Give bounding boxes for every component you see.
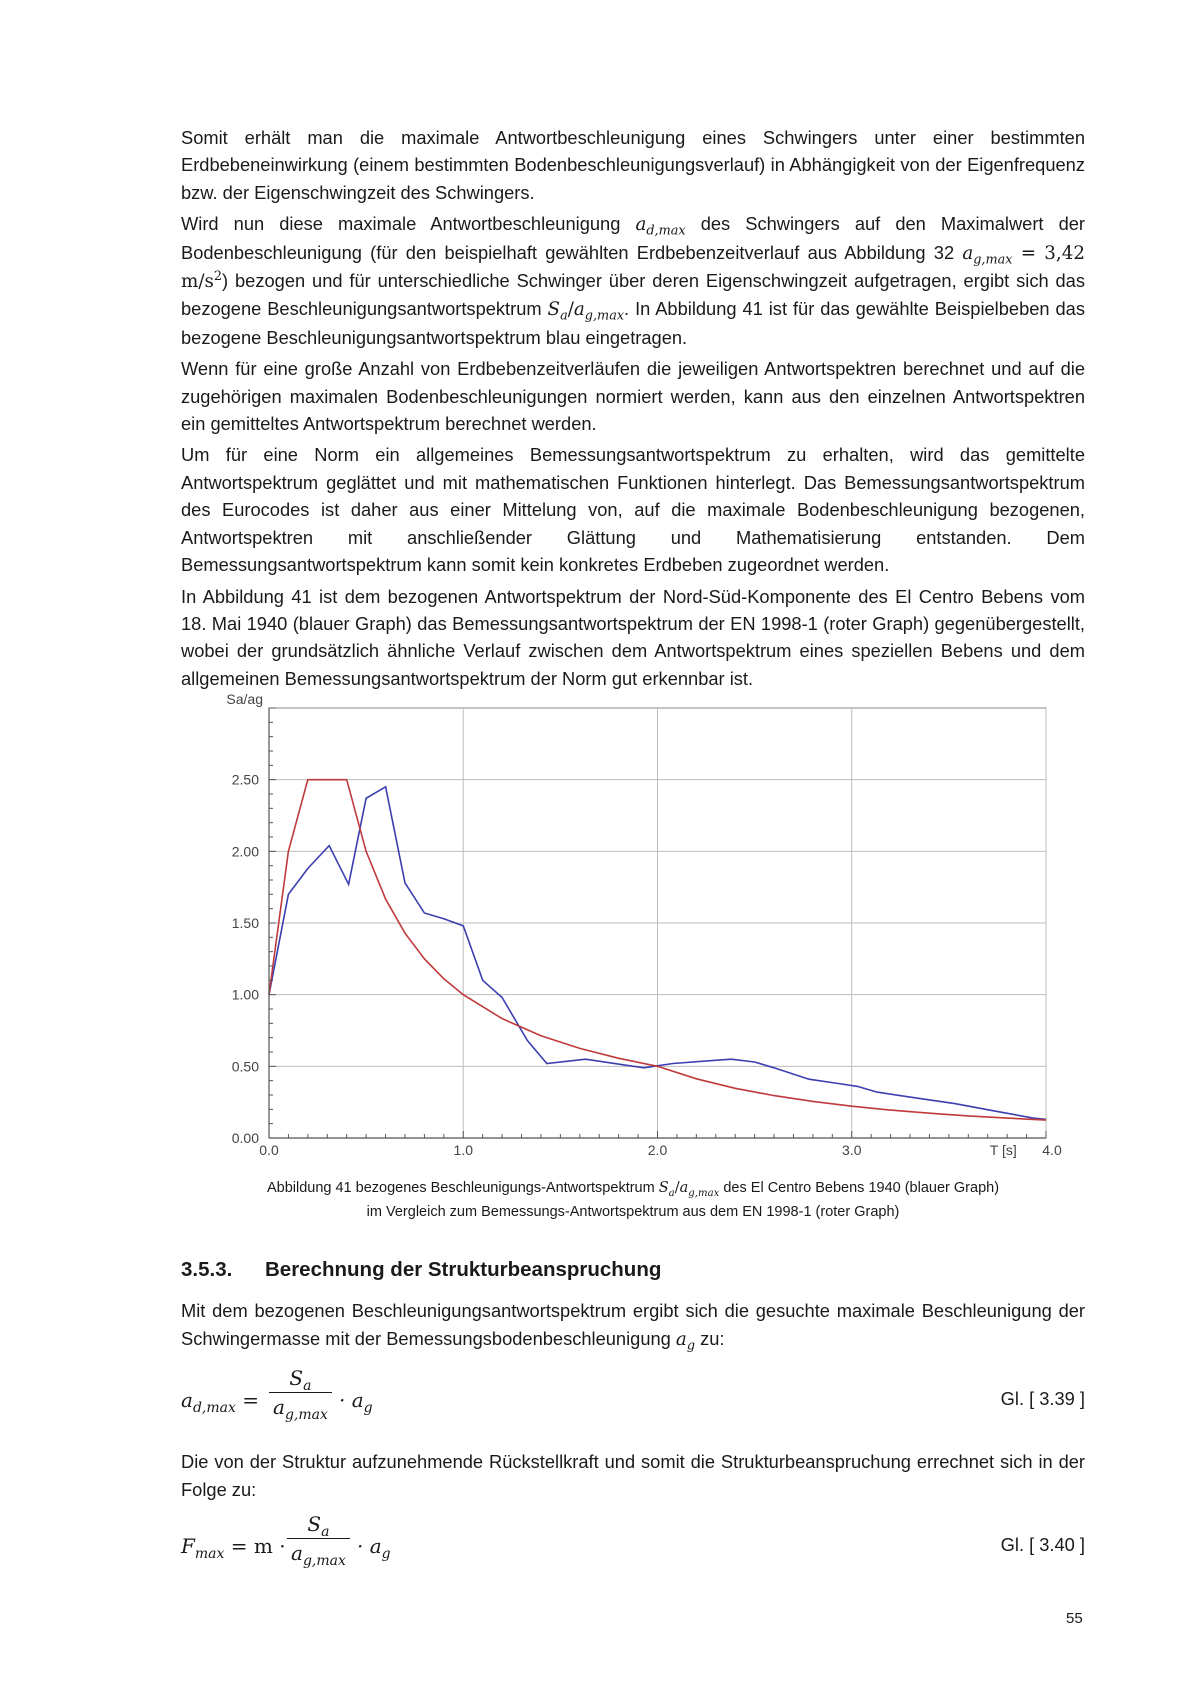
section-title: Berechnung der Strukturbeanspruchung bbox=[265, 1258, 662, 1281]
paragraph-2: Wird nun diese maximale Antwortbeschleunigung $a_{d,max}$ des Schwingers auf den Maximalwert der Bodenbeschleunigung (für den beispielhaft gewählten Erdbebenzeitverlauf aus Abbildung 32 $a_{g,max} = 3,42$ $m/s^2$) bezogen und für unterschiedliche Schwinger über deren Eigenschwingzeit aufgetragen, ergibt sich das bezogene Beschleunigungsantwortspektrum $S_a/a_{g,max}$. In Abbildung 41 ist für das gewählte Beispielbeben das bezogene Beschleunigungsantwortspektrum blau eingetragen. bbox=[181, 213, 1085, 348]
x-axis-label: T [s] bbox=[989, 1142, 1017, 1158]
y-tick-label: 2.50 bbox=[231, 771, 259, 788]
y-tick-label: 1.50 bbox=[231, 915, 259, 931]
x-tick-label: 1.0 bbox=[453, 1142, 473, 1158]
pga-value: 3,42 $m/s^2$ bbox=[181, 242, 1085, 293]
eq1-fraction: $S_a$ $a_{g,max}$ bbox=[269, 1366, 332, 1419]
section-heading bbox=[181, 1258, 661, 1282]
paragraph-1: Somit erhält man die maximale Antwortbeschleunigung eines Schwingers unter einer bestimmten Erdbebeneinwirkung (einem bestimmten Bodenbeschleunigungsverlauf) in Abhängigkeit von der Eigenfrequenz bzw. der Eigenschwingzeit des Schwingers. bbox=[181, 127, 1085, 203]
y-tick-label: 0.50 bbox=[231, 1058, 259, 1075]
symbol-a-gmax: $a_{g,max}$ bbox=[962, 242, 1013, 268]
response-spectrum-chart bbox=[208, 688, 1068, 1158]
x-tick-label: 2.0 bbox=[647, 1142, 668, 1158]
caption-line-2: im Vergleich zum Bemessungs-Antwortspektrum aus dem EN 1998-1 (roter Graph) bbox=[366, 1204, 900, 1220]
eq1-rest: · $a_g$ bbox=[339, 1388, 373, 1416]
x-tick-label: 0.0 bbox=[259, 1142, 279, 1158]
equation-3-40 bbox=[181, 1510, 1085, 1580]
paragraph-4: Um für eine Norm ein allgemeines Bemessungsantwortspektrum zu erhalten, wird das gemittelte Antwortspektrum geglättet und mit mathematischen Funktionen hinterlegt. Das Bemessungsantwortspektrum des Eurocodes ist daher aus einer Mittelung von, auf die maximale Bodenbeschleunigung bezogenen, Antwortspektren mit anschließender Glättung und Mathematisierung entstanden. Dem Bemessungsantwortspektrum kann somit kein konkretes Erdbeben zugeordnet werden. bbox=[181, 444, 1085, 576]
eq1-label: Gl. [ 3.39 ] bbox=[1000, 1388, 1085, 1409]
eq2-lhs: $F_{max} = m$ · bbox=[181, 1534, 286, 1562]
symbol-a-dmax: $a_{d,max}$ bbox=[635, 214, 686, 239]
x-tick-label: 3.0 bbox=[842, 1142, 862, 1158]
caption-line-1: Abbildung 41 bezogenes Beschleunigungs-Antwortspektrum $S_a/a_{g,max}$ des El Centro Bebens 1940 (blauer Graph) bbox=[266, 1180, 1000, 1199]
symbol-sa-ratio: $S_a/a_{g,max}$ bbox=[547, 299, 625, 325]
y-tick-label: 2.00 bbox=[231, 843, 259, 860]
paragraph-after-heading: Mit dem bezogenen Beschleunigungsantwortspektrum ergibt sich die gesuchte maximale Beschleunigung der Schwingermasse mit der Bemessungsbodenbeschleunigung $a_g$ zu: bbox=[181, 1300, 1085, 1354]
eq2-rest: · $a_g$ bbox=[357, 1534, 391, 1562]
paragraph-3: Wenn für eine große Anzahl von Erdbebenzeitverläufen die jeweiligen Antwortspektren berechnet und auf die zugehörigen maximalen Bodenbeschleunigungen normiert werden, kann aus den einzelnen Antwortspektren ein gemitteltes Antwortspektrum berechnet werden. bbox=[181, 358, 1085, 435]
paragraph-5: In Abbildung 41 ist dem bezogenen Antwortspektrum der Nord-Süd-Komponente des El Centro Bebens vom 18. Mai 1940 (blauer Graph) das Bemessungsantwortspektrum der EN 1998-1 (roter Graph) gegenübergestellt, wobei der grundsätzlich ähnliche Verlauf zwischen dem Antwortspektrum eines speziellen Bebens und dem allgemeinen Bemessungsantwortspektrum der Norm gut erkennbar ist. bbox=[181, 585, 1085, 689]
y-tick-label: 0.00 bbox=[231, 1130, 259, 1146]
symbol-ag: $a_g$ bbox=[675, 1329, 696, 1354]
eq1-lhs: $a_{d,max}$ = bbox=[181, 1388, 259, 1416]
chart-grid bbox=[269, 708, 1046, 1138]
eq2-fraction: $S_a$ $a_{g,max}$ bbox=[287, 1512, 350, 1565]
figure-caption bbox=[181, 1176, 1085, 1224]
equation-3-39 bbox=[181, 1366, 1085, 1436]
y-axis-label: Sa/ag bbox=[226, 691, 263, 707]
body-text bbox=[181, 124, 1085, 696]
paragraph-between: Die von der Struktur aufzunehmende Rückstellkraft und somit die Strukturbeanspruchung errechnet sich in der Folge zu: bbox=[181, 1451, 1085, 1500]
page-number: 55 bbox=[1066, 1610, 1083, 1627]
section-number: 3.5.3. bbox=[181, 1258, 233, 1281]
eq2-label: Gl. [ 3.40 ] bbox=[1000, 1534, 1085, 1555]
x-tick-label: 4.0 bbox=[1042, 1142, 1062, 1158]
y-tick-label: 1.00 bbox=[231, 986, 259, 1003]
caption-symbol: $S_a/a_{g,max}$ bbox=[658, 1180, 720, 1199]
